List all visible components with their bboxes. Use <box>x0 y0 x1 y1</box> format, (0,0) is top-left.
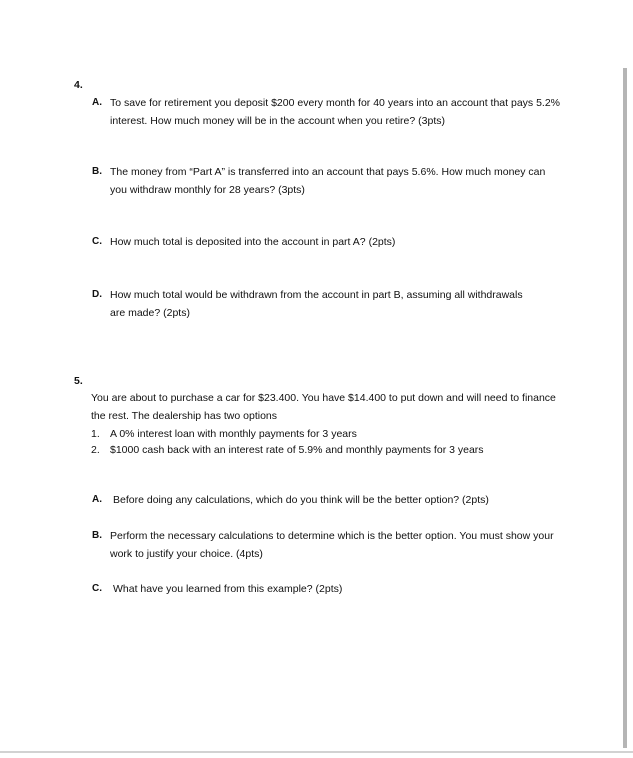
q4-part-c-text: How much total is deposited into the account in part A? (2pts) <box>110 236 396 248</box>
page-edge-shadow <box>623 68 627 748</box>
q5-option-2-text: $1000 cash back with an interest rate of 5.9% and monthly payments for 3 years <box>110 444 484 456</box>
page-bottom-edge <box>0 751 633 753</box>
q4-part-d-letter: D. <box>92 289 102 300</box>
q5-part-c-text: What have you learned from this example? (2pts) <box>113 583 343 595</box>
q5-part-a-letter: A. <box>92 494 102 505</box>
q5-option-2-number: 2. <box>91 444 100 456</box>
q5-option-1-number: 1. <box>91 428 100 440</box>
q5-part-b-text: Perform the necessary calculations to determine which is the better option. You must show your work to justify your choice. (4pts) <box>110 530 554 560</box>
q4-part-d-text: How much total would be withdrawn from the account in part B, assuming all withdrawals are made? (2pts) <box>110 289 523 319</box>
question-5-number: 5. <box>74 375 83 387</box>
q4-part-a-text: To save for retirement you deposit $200 every month for 40 years into an account that pays 5.2% interest. How much money will be in the account when you retire? (3pts) <box>110 97 561 127</box>
q5-part-b-letter: B. <box>92 530 102 541</box>
q5-part-c-letter: C. <box>92 583 102 594</box>
q4-part-b-letter: B. <box>92 166 102 177</box>
q5-intro-text: You are about to purchase a car for $23.400. You have $14.400 to put down and will need to finance the rest. The dealership has two options <box>91 392 556 422</box>
q5-option-1-text: A 0% interest loan with monthly payments for 3 years <box>110 428 357 440</box>
q5-part-a-text: Before doing any calculations, which do you think will be the better option? (2pts) <box>113 494 489 506</box>
question-4-number: 4. <box>74 79 83 91</box>
q4-part-c-letter: C. <box>92 236 102 247</box>
q4-part-b-text: The money from “Part A” is transferred into an account that pays 5.6%. How much money can you withdraw monthly for 28 years? (3pts) <box>110 166 546 196</box>
q4-part-a-letter: A. <box>92 97 102 108</box>
